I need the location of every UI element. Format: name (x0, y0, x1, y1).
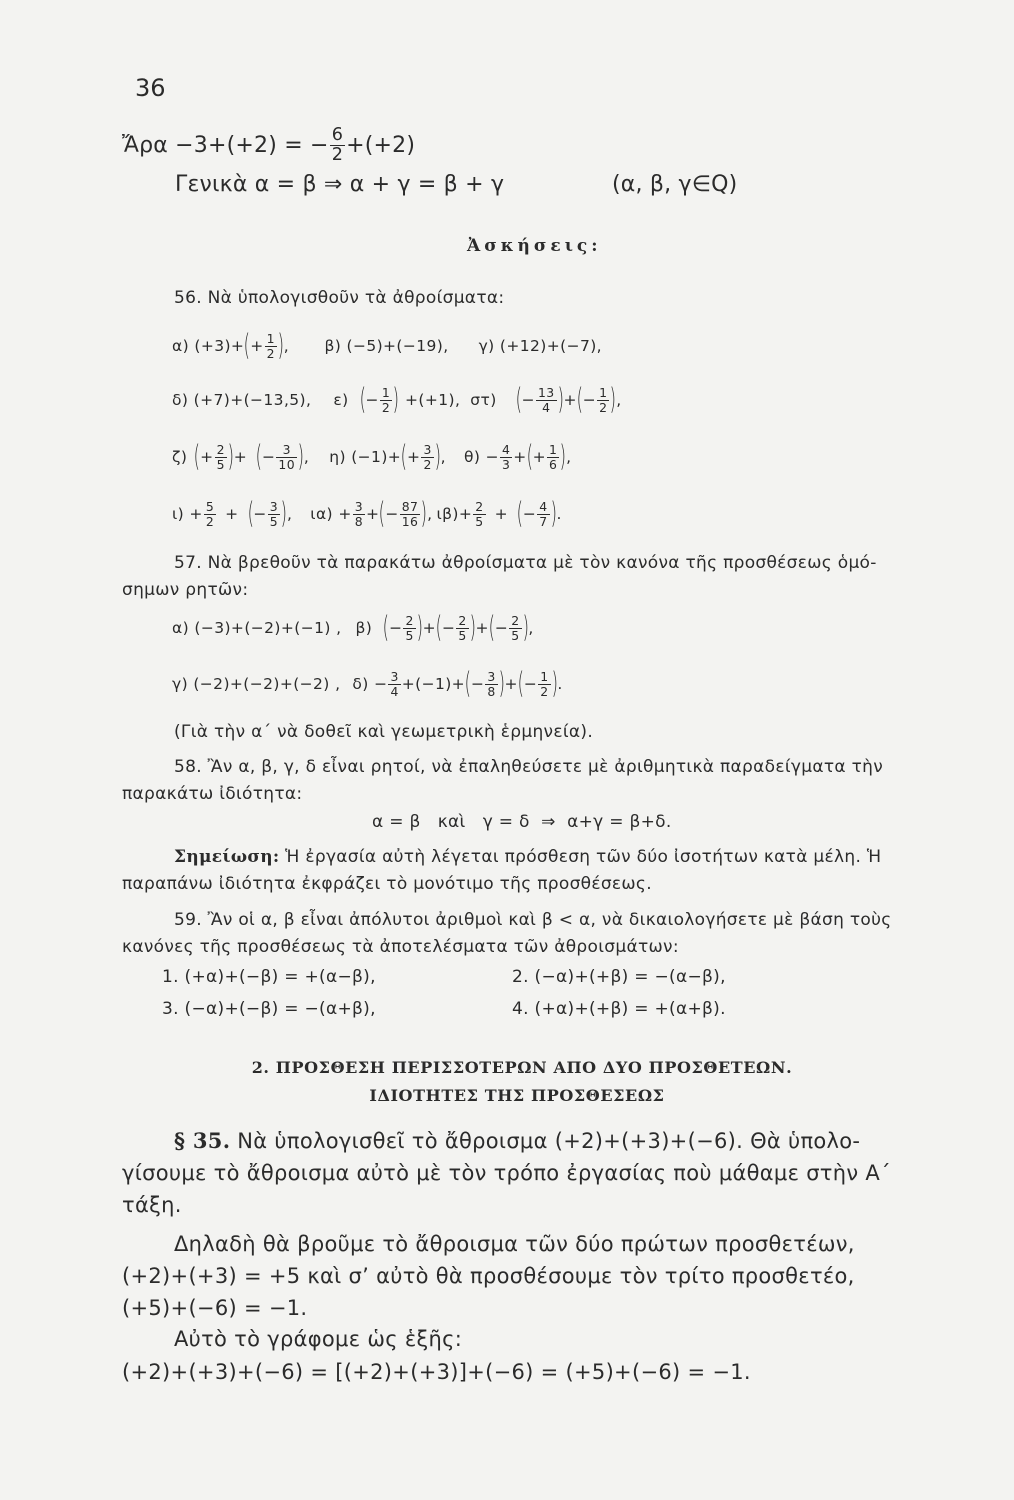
par35-line-6: (+5)+(−6) = −1. (122, 1296, 308, 1320)
intro-line-1-prefix: Ἄρα −3+(+2) = − (122, 132, 329, 158)
ex59-item-3: 3. (−α)+(−β) = −(α+β), (162, 999, 376, 1019)
ex57-heading-2: σημων ρητῶν: (122, 580, 249, 600)
ex58-formula: α = β καὶ γ = δ ⇒ α+γ = β+δ. (372, 812, 672, 832)
fraction: $\frac{1}{2}$ (540, 668, 549, 699)
intro-line-2-left: Γενικὰ α = β ⇒ α + γ = β + γ (175, 172, 505, 197)
fraction: $\frac{1}{6}$ (548, 441, 558, 472)
ex57-d: δ) − (352, 675, 388, 693)
fraction: $\frac{2}{5}$ (458, 612, 467, 643)
section-title-1: 2. ΠΡΟΣΘΕΣΗ ΠΕΡΙΣΣΟΤΕΡΩΝ ΑΠΟ ΔΥΟ ΠΡΟΣΘΕΤΕΩΝ. (251, 1058, 793, 1077)
fraction: $\frac{1}{2}$ (381, 384, 391, 415)
intro-line-1 (122, 126, 415, 166)
par35-line-1: § 35. Νὰ ὑπολογισθεῖ τὸ ἄθροισμα (+2)+(+3)+(−6). Θὰ ὑπολο- (174, 1128, 861, 1153)
fraction: $\frac{1}{2}$ (266, 330, 275, 361)
intro-line-1-suffix: +(+2) (346, 132, 416, 158)
ex56-e-suffix: +(+1), (405, 391, 461, 409)
ex56-e-label: ε) (333, 391, 349, 409)
exercises-title: Ἀσκήσεις: (467, 236, 602, 256)
fraction: $\frac{6}{2}$ (331, 125, 344, 166)
intro-line-2 (175, 172, 504, 197)
par35-line-2: γίσουμε τὸ ἄθροισμα αὐτὸ μὲ τὸν τρόπο ἐργασίας ποὺ μάθαμε στὴν Α΄ (122, 1161, 891, 1185)
ex57-note: (Γιὰ τὴν α΄ νὰ δοθεῖ καὶ γεωμετρικὴ ἑρμηνεία). (174, 722, 594, 742)
par35-line-5: (+2)+(+3) = +5 καὶ σ’ αὐτὸ θὰ προσθέσουμε τὸν τρίτο προσθετέο, (122, 1264, 855, 1288)
ex59-item-4: 4. (+α)+(+β) = +(α+β). (512, 999, 726, 1019)
ex58-line-2: παρακάτω ἰδιότητα: (122, 784, 303, 804)
fraction: $\frac{2}{5}$ (511, 612, 520, 643)
ex58-note-line-1: Σημείωση: Ἡ ἐργασία αὐτὴ λέγεται πρόσθεση τῶν δύο ἰσοτήτων κατὰ μέλη. Ἡ (174, 847, 882, 867)
par35-line-8: (+2)+(+3)+(−6) = [(+2)+(+3)]+(−6) = (+5)+(−6) = −1. (122, 1360, 751, 1384)
ex56-th: θ) − (463, 448, 499, 466)
ex56-row-2: δ) (+7)+(−13,5), ε) ( − $\frac{1}{2}$ ) +(+1), στ) ( − $\frac{13}{4}$ ) + ( − $\frac{1}{2}$ ) , (172, 382, 622, 417)
ex57-row-1: α) (−3)+(−2)+(−1) , β) ( − $\frac{2}{5}$ ) + ( − $\frac{2}{5}$ ) + ( − $\frac{2}{5}$ ) , (172, 610, 534, 645)
ex56-ia: ια) + (310, 505, 352, 523)
fraction: $\frac{87}{16}$ (401, 498, 419, 529)
ex56-z-label: ζ) (172, 448, 188, 466)
ex59-line-1: 59. Ἂν οἱ α, β εἶναι ἀπόλυτοι ἀριθμοὶ καὶ β < α, νὰ δικαιολογήσετε μὲ βάση τοὺς (174, 910, 892, 930)
ex56-row-4: ι) + $\frac{5}{2}$ + ( − $\frac{3}{5}$ ) , ια) + $\frac{3}{8}$ + ( − $\frac{87}{16}$ ) , ιβ)+ $\frac{2}{5}$ + ( − $\frac{4}{7}$ ) . (172, 496, 562, 531)
fraction: $\frac{3}{10}$ (278, 441, 295, 472)
ex56-b: β) (−5)+(−19), (324, 337, 449, 355)
fraction: $\frac{2}{5}$ (405, 612, 414, 643)
ex58-line-1: 58. Ἂν α, β, γ, δ εἶναι ρητοί, νὰ ἐπαληθεύσετε μὲ ἀριθμητικὰ παραδείγματα τὴν (174, 757, 884, 777)
ex57-heading-1: 57. Νὰ βρεθοῦν τὰ παρακάτω ἀθροίσματα μὲ τὸν κανόνα τῆς προσθέσεως ὁμό- (174, 553, 877, 573)
par35-line-7: Αὐτὸ τὸ γράφομε ὡς ἑξῆς: (174, 1327, 463, 1351)
page-number: 36 (135, 74, 166, 102)
note-label: Σημείωση: (174, 847, 280, 867)
fraction: $\frac{1}{2}$ (599, 384, 608, 415)
ex56-heading: 56. Νὰ ὑπολογισθοῦν τὰ ἀθροίσματα: (174, 288, 505, 308)
ex56-i: ι) + (172, 505, 203, 523)
par35-label: § 35. (174, 1128, 231, 1153)
intro-line-2-right: (α, β, γ∈Q) (612, 172, 738, 197)
ex57-b-label: β) (355, 619, 373, 637)
fraction: $\frac{4}{3}$ (502, 441, 511, 472)
ex56-d: δ) (+7)+(−13,5), (172, 391, 312, 409)
ex56-row-1: α) (+3)+ ( + $\frac{1}{2}$ ) , β) (−5)+(−19), γ) (+12)+(−7), (172, 328, 602, 363)
section-title-2: ΙΔΙΟΤΗΤΕΣ ΤΗΣ ΠΡΟΣΘΕΣΕΩΣ (369, 1086, 665, 1105)
ex56-h: η) (−1)+ (329, 448, 402, 466)
fraction: $\frac{3}{5}$ (269, 498, 279, 529)
fraction: $\frac{4}{7}$ (539, 498, 548, 529)
ex57-a: α) (−3)+(−2)+(−1) , (172, 619, 342, 637)
ex57-g: γ) (−2)+(−2)+(−2) , (172, 675, 341, 693)
ex57-row-2: γ) (−2)+(−2)+(−2) , δ) − $\frac{3}{4}$ +(−1)+ ( − $\frac{3}{8}$ ) + ( − $\frac{1}{2}$ ) . (172, 666, 563, 701)
ex59-item-2: 2. (−α)+(+β) = −(α−β), (512, 967, 726, 987)
par35-line-4: Δηλαδὴ θὰ βροῦμε τὸ ἄθροισμα τῶν δύο πρώτων προσθετέων, (174, 1232, 855, 1256)
fraction: $\frac{13}{4}$ (537, 384, 555, 415)
fraction: $\frac{2}{5}$ (475, 498, 484, 529)
ex56-st-label: στ) (470, 391, 497, 409)
ex59-item-1: 1. (+α)+(−β) = +(α−β), (162, 967, 376, 987)
fraction: $\frac{3}{8}$ (354, 498, 364, 529)
ex59-line-2: κανόνες τῆς προσθέσεως τὰ ἀποτελέσματα τῶν ἀθροισμάτων: (122, 937, 679, 957)
fraction: $\frac{3}{4}$ (390, 668, 399, 699)
ex58-note-line-2: παραπάνω ἰδιότητα ἐκφράζει τὸ μονότιμο τῆς προσθέσεως. (122, 874, 652, 894)
fraction: $\frac{5}{2}$ (205, 498, 215, 529)
ex56-a: α) (+3)+ (172, 337, 245, 355)
ex56-ib: ιβ)+ (436, 505, 473, 523)
fraction: $\frac{3}{8}$ (487, 668, 496, 699)
ex56-g: γ) (+12)+(−7), (478, 337, 602, 355)
ex56-row-3: ζ) ( + $\frac{2}{5}$ ) + ( − $\frac{3}{10}$ ) , η) (−1)+ ( + $\frac{3}{2}$ ) , θ) − $\frac{4}{3}$ + ( + $\frac{1}{6}$ ) , (172, 439, 572, 474)
fraction: $\frac{2}{5}$ (216, 441, 225, 472)
fraction: $\frac{3}{2}$ (423, 441, 432, 472)
par35-line-3: τάξη. (122, 1193, 182, 1217)
